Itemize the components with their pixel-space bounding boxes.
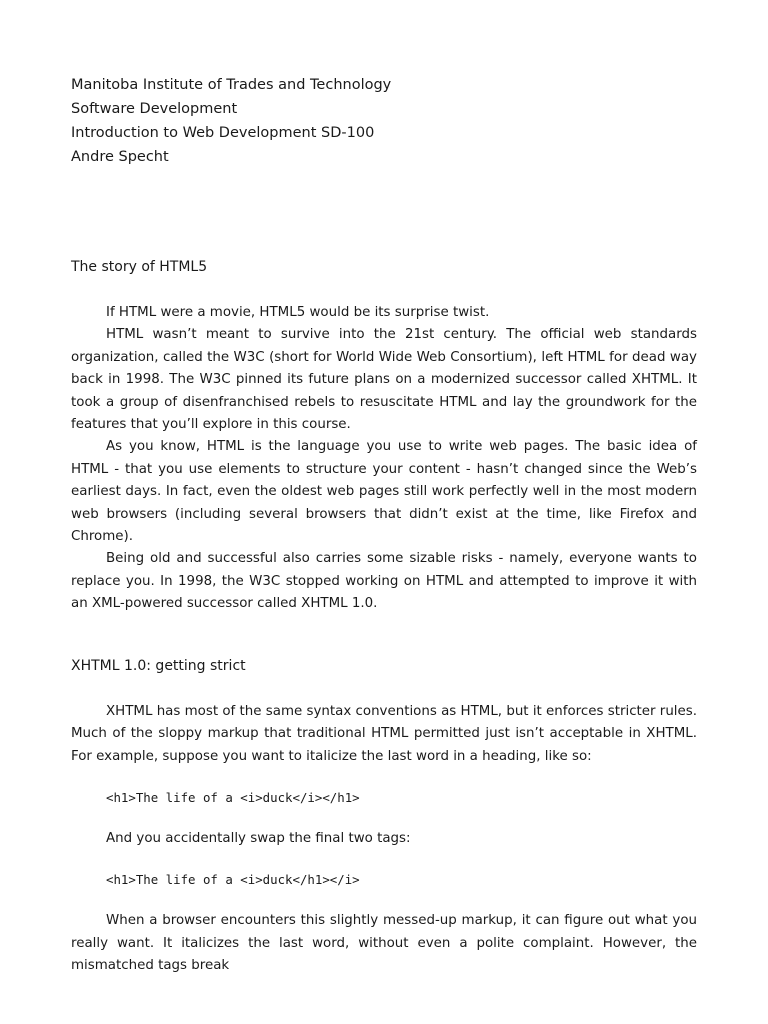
course-name: Introduction to Web Development SD-100 xyxy=(71,125,375,141)
paragraph: When a browser encounters this slightly messed-up markup, it can figure out what you really want. It italicizes the last word, without even a polite complaint. However, the mismatched tags break xyxy=(71,913,697,974)
author-name: Andre Specht xyxy=(71,149,169,165)
paragraph: And you accidentally swap the final two tags: xyxy=(106,830,411,846)
institute-name: Manitoba Institute of Trades and Technology xyxy=(71,77,392,93)
paragraph: Being old and successful also carries some sizable risks - namely, everyone wants to replace you. In 1998, the W3C stopped working on HTML and attempted to improve it with an XML-powered successor called XHTML 1.0. xyxy=(71,551,697,612)
story-body xyxy=(71,302,697,616)
paragraph: As you know, HTML is the language you use to write web pages. The basic idea of HTML - that you use elements to structure your content - hasn’t changed since the Web’s earliest days. In fact, even the oldest web pages still work perfectly well in the most modern web browsers (including several browsers that didn’t exist at the time, like Firefox and Chrome). xyxy=(71,439,697,545)
paragraph: If HTML were a movie, HTML5 would be its surprise twist. xyxy=(106,305,490,320)
code-example-mismatched: <h1>The life of a <i>duck</h1></i> xyxy=(106,872,360,888)
xhtml-body-last xyxy=(71,910,697,977)
program-name: Software Development xyxy=(71,101,238,117)
xhtml-body xyxy=(71,701,697,768)
section-heading-story: The story of HTML5 xyxy=(71,259,208,275)
paragraph: XHTML has most of the same syntax conventions as HTML, but it enforces stricter rules. Much of the sloppy markup that traditional HTML permitted just isn’t acceptable in XHTML. For example, suppose you want to italicize the last word in a heading, like so: xyxy=(71,703,697,764)
code-example-correct: <h1>The life of a <i>duck</i></h1> xyxy=(106,789,360,805)
paragraph: HTML wasn’t meant to survive into the 21st century. The official web standards organization, called the W3C (short for World Wide Web Consortium), left HTML for dead way back in 1998. The W3C pinned its future plans on a modernized successor called XHTML. It took a group of disenfranchised rebels to resuscitate HTML and lay the groundwork for the features that you’ll explore in this course. xyxy=(71,327,697,433)
document-header xyxy=(71,73,697,169)
document-page xyxy=(71,73,697,978)
section-heading-xhtml: XHTML 1.0: getting strict xyxy=(71,657,246,674)
xhtml-body-mid xyxy=(71,828,697,850)
